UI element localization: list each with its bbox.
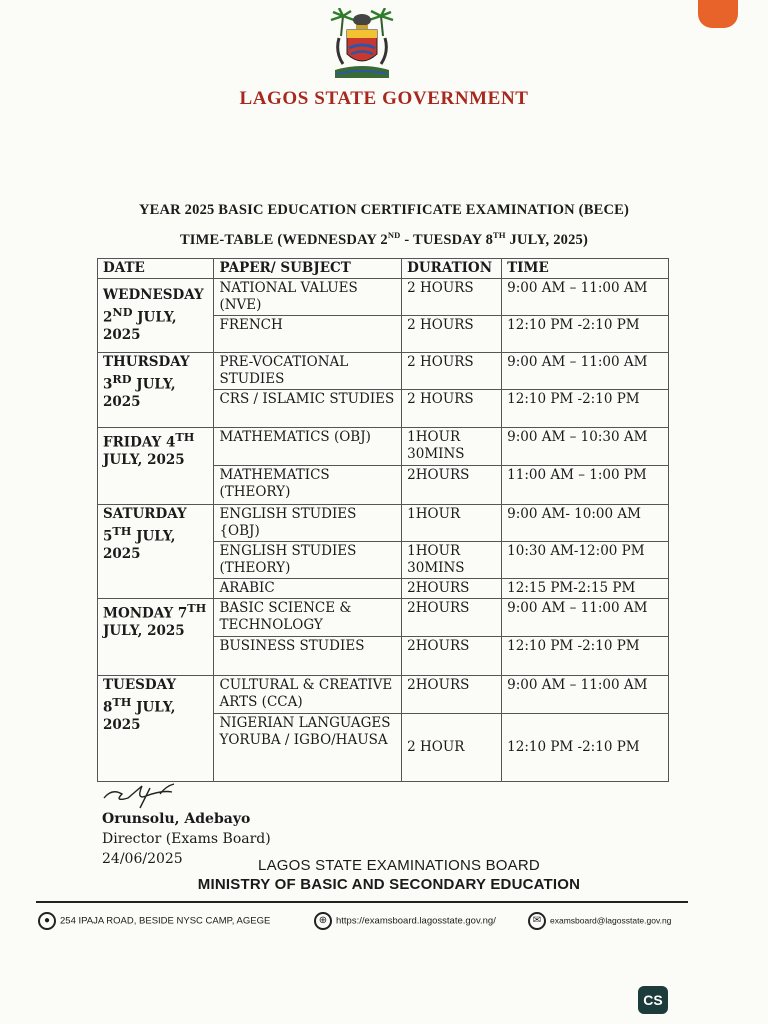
day-cell: TUESDAY 8TH JULY, 2025 bbox=[98, 676, 214, 782]
header-time: TIME bbox=[502, 259, 669, 279]
duration-cell: 2HOURS bbox=[402, 579, 502, 599]
timetable-title: TIME-TABLE (WEDNESDAY 2ND - TUESDAY 8TH JULY, 2025) bbox=[179, 230, 589, 248]
signatory-title: Director (Exams Board) bbox=[102, 831, 271, 847]
subject-cell: ENGLISH STUDIES (THEORY) bbox=[214, 542, 402, 579]
government-title: LAGOS STATE GOVERNMENT bbox=[239, 88, 529, 109]
time-cell: 12:15 PM-2:15 PM bbox=[502, 579, 669, 599]
subject-cell: CRS / ISLAMIC STUDIES bbox=[214, 390, 402, 428]
day-cell: WEDNESDAY 2ND JULY, 2025 bbox=[98, 279, 214, 353]
duration-cell: 2 HOURS bbox=[402, 279, 502, 316]
timetable bbox=[97, 258, 669, 782]
subject-cell: PRE-VOCATIONAL STUDIES bbox=[214, 353, 402, 390]
time-cell: 10:30 AM-12:00 PM bbox=[502, 542, 669, 579]
duration-cell: 2 HOURS bbox=[402, 390, 502, 428]
duration-cell: 2HOURS bbox=[402, 637, 502, 676]
subject-cell: MATHEMATICS (THEORY) bbox=[214, 466, 402, 505]
lagos-crest-logo bbox=[327, 8, 397, 82]
time-cell: 12:10 PM -2:10 PM bbox=[502, 714, 669, 782]
subject-cell: MATHEMATICS (OBJ) bbox=[214, 428, 402, 466]
time-cell: 9:00 AM – 10:30 AM bbox=[502, 428, 669, 466]
time-cell: 9:00 AM – 11:00 AM bbox=[502, 599, 669, 637]
day-cell: MONDAY 7TH JULY, 2025 bbox=[98, 599, 214, 676]
time-cell: 9:00 AM – 11:00 AM bbox=[502, 676, 669, 714]
header-date: DATE bbox=[98, 259, 214, 279]
exam-title: YEAR 2025 BASIC EDUCATION CERTIFICATE EXAMINATION (BECE) bbox=[138, 202, 630, 218]
subject-cell: NIGERIAN LANGUAGES YORUBA / IGBO/HAUSA bbox=[214, 714, 402, 782]
time-cell: 12:10 PM -2:10 PM bbox=[502, 637, 669, 676]
duration-cell: 2 HOUR bbox=[402, 714, 502, 782]
duration-cell: 2HOURS bbox=[402, 676, 502, 714]
table-row bbox=[98, 353, 669, 390]
table-row bbox=[98, 599, 669, 637]
corner-tab bbox=[698, 0, 738, 28]
time-cell: 12:10 PM -2:10 PM bbox=[502, 316, 669, 353]
table-row bbox=[98, 428, 669, 466]
signatory-name: Orunsolu, Adebayo bbox=[102, 811, 251, 827]
table-row bbox=[98, 279, 669, 316]
director-signature bbox=[102, 780, 202, 810]
board-name: LAGOS STATE EXAMINATIONS BOARD bbox=[258, 857, 540, 874]
footer-website[interactable]: ⊕ https://examsboard.lagosstate.gov.ng/ bbox=[314, 912, 496, 930]
footer-email[interactable]: ✉ examsboard@lagosstate.gov.ng bbox=[528, 912, 671, 930]
email-icon: ✉ bbox=[528, 912, 546, 930]
subject-cell: ARABIC bbox=[214, 579, 402, 599]
duration-cell: 2HOURS bbox=[402, 599, 502, 637]
location-pin-icon: ● bbox=[38, 912, 56, 930]
footer-divider bbox=[36, 901, 688, 903]
header-subject: PAPER/ SUBJECT bbox=[214, 259, 402, 279]
day-cell: SATURDAY 5TH JULY, 2025 bbox=[98, 505, 214, 599]
table-header-row bbox=[98, 259, 669, 279]
duration-cell: 1HOUR bbox=[402, 505, 502, 542]
time-cell: 11:00 AM – 1:00 PM bbox=[502, 466, 669, 505]
subject-cell: BUSINESS STUDIES bbox=[214, 637, 402, 676]
time-cell: 9:00 AM – 11:00 AM bbox=[502, 279, 669, 316]
subject-cell: NATIONAL VALUES (NVE) bbox=[214, 279, 402, 316]
duration-cell: 2 HOURS bbox=[402, 316, 502, 353]
duration-cell: 1HOUR 30MINS bbox=[402, 428, 502, 466]
time-cell: 9:00 AM- 10:00 AM bbox=[502, 505, 669, 542]
table-row bbox=[98, 676, 669, 714]
signatory-date: 24/06/2025 bbox=[102, 851, 183, 867]
duration-cell: 1HOUR 30MINS bbox=[402, 542, 502, 579]
subject-cell: BASIC SCIENCE & TECHNOLOGY bbox=[214, 599, 402, 637]
time-cell: 9:00 AM – 11:00 AM bbox=[502, 353, 669, 390]
time-cell: 12:10 PM -2:10 PM bbox=[502, 390, 669, 428]
day-cell: THURSDAY 3RD JULY, 2025 bbox=[98, 353, 214, 428]
subject-cell: FRENCH bbox=[214, 316, 402, 353]
subject-cell: CULTURAL & CREATIVE ARTS (CCA) bbox=[214, 676, 402, 714]
duration-cell: 2 HOURS bbox=[402, 353, 502, 390]
day-cell: FRIDAY 4TH JULY, 2025 bbox=[98, 428, 214, 505]
duration-cell: 2HOURS bbox=[402, 466, 502, 505]
footer-address: ● 254 IPAJA ROAD, BESIDE NYSC CAMP, AGEGE bbox=[38, 912, 270, 930]
table-row bbox=[98, 505, 669, 542]
camscanner-badge: CS bbox=[638, 986, 668, 1014]
subject-cell: ENGLISH STUDIES {OBJ) bbox=[214, 505, 402, 542]
header-duration: DURATION bbox=[402, 259, 502, 279]
ministry-name: MINISTRY OF BASIC AND SECONDARY EDUCATION bbox=[197, 876, 581, 893]
globe-icon: ⊕ bbox=[314, 912, 332, 930]
